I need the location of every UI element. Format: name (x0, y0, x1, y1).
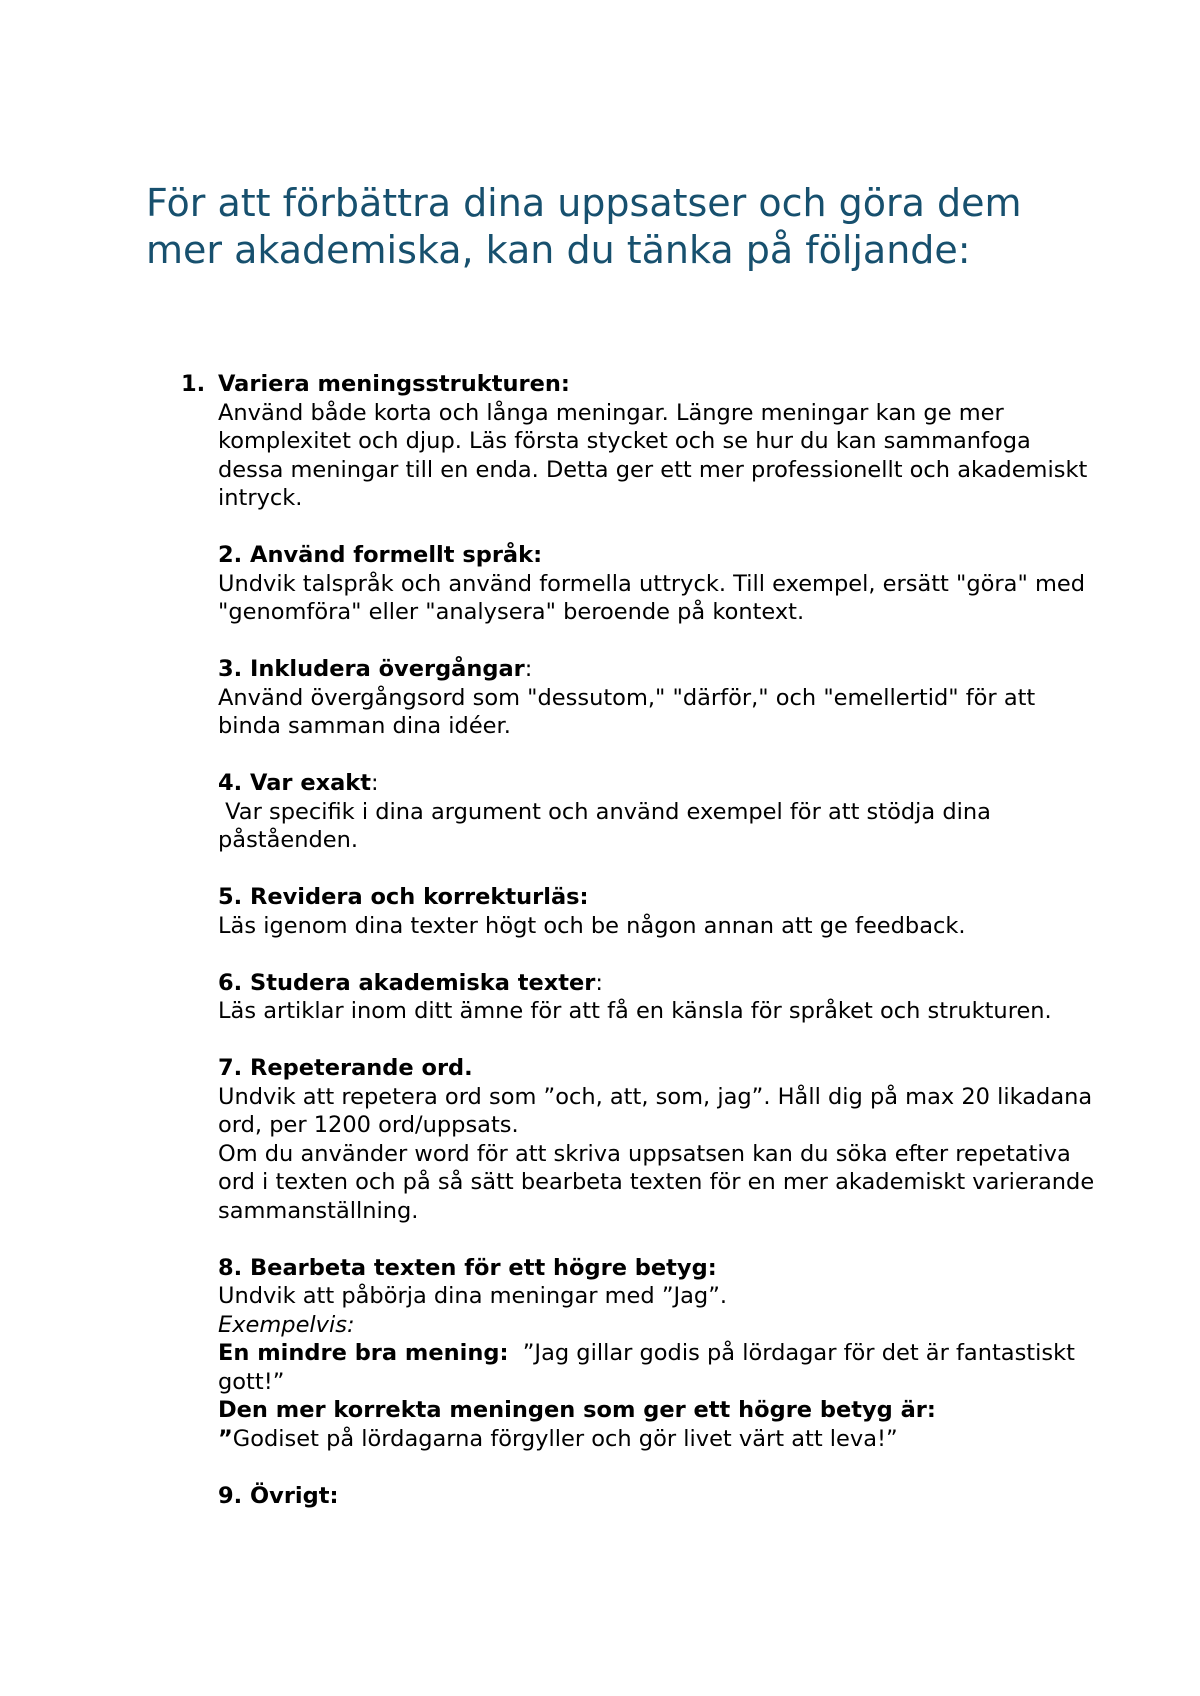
list-item (218, 969, 1098, 1026)
item-text: Läs igenom dina texter högt och be någon annan att ge feedback. (218, 912, 966, 939)
list-item (218, 1482, 1098, 1511)
item-heading: 6. Studera akademiska texter: (218, 969, 603, 996)
tips-list (181, 370, 1098, 1539)
example-label: Exempelvis: (218, 1311, 355, 1338)
item-text: Om du använder word för att skriva uppsatsen kan du söka efter repetativa ord i texten och på så sätt bearbeta texten för en mer akademiskt varierande sammanställning. (218, 1140, 1095, 1224)
list-item (218, 541, 1098, 627)
list-item (181, 370, 1098, 513)
item-text: Använd både korta och långa meningar. Längre meningar kan ge mer komplexitet och djup. Läs första stycket och se hur du kan sammanfoga dessa meningar till en enda. Detta ger ett mer professionellt och akademiskt intryck. (218, 399, 1088, 511)
item-heading: 4. Var exakt: (218, 770, 379, 796)
list-item (218, 883, 1098, 940)
item-heading: 3. Inkludera övergångar: (218, 656, 533, 682)
item-heading: 7. Repeterande ord. (218, 1055, 473, 1081)
item-text: Läs artiklar inom ditt ämne för att få en känsla för språket och strukturen. (218, 998, 1052, 1024)
list-item (218, 1054, 1098, 1225)
bad-example: En mindre bra mening: ”Jag gillar godis på lördagar för det är fantastiskt gott!” (218, 1340, 1083, 1395)
good-example-label: Den mer korrekta meningen som ger ett högre betyg är: (218, 1397, 936, 1423)
document-title: För att förbättra dina uppsatser och göra dem mer akademiska, kan du tänka på följande: (146, 181, 1022, 272)
good-example: ”Godiset på lördagarna förgyller och gör livet värt att leva!” (218, 1425, 898, 1452)
item-text: Använd övergångsord som "dessutom," "därför," och "emellertid" för att binda samman dina idéer. (218, 684, 1043, 739)
item-text: Undvik att påbörja dina meningar med ”Jag”. (218, 1283, 728, 1309)
item-text: Undvik talspråk och använd formella uttryck. Till exempel, ersätt "göra" med "genomföra" eller "analysera" beroende på kontext. (218, 570, 1086, 625)
list-item (218, 655, 1098, 741)
item-heading: Variera meningsstrukturen: (218, 371, 570, 397)
item-text: Undvik att repetera ord som ”och, att, som, jag”. Håll dig på max 20 likadana ord, per 1200 ord/uppsats. (218, 1083, 1093, 1138)
item-heading: 8. Bearbeta texten för ett högre betyg: (218, 1254, 717, 1281)
item-number: 1. (181, 371, 206, 397)
item-text: Var specifik i dina argument och använd exempel för att stödja dina påståenden. (218, 798, 999, 853)
item-heading: 2. Använd formellt språk: (218, 542, 543, 568)
item-heading: 9. Övrigt: (218, 1482, 339, 1509)
item-heading: 5. Revidera och korrekturläs: (218, 884, 589, 910)
list-item (218, 769, 1098, 855)
list-item (218, 1254, 1098, 1454)
